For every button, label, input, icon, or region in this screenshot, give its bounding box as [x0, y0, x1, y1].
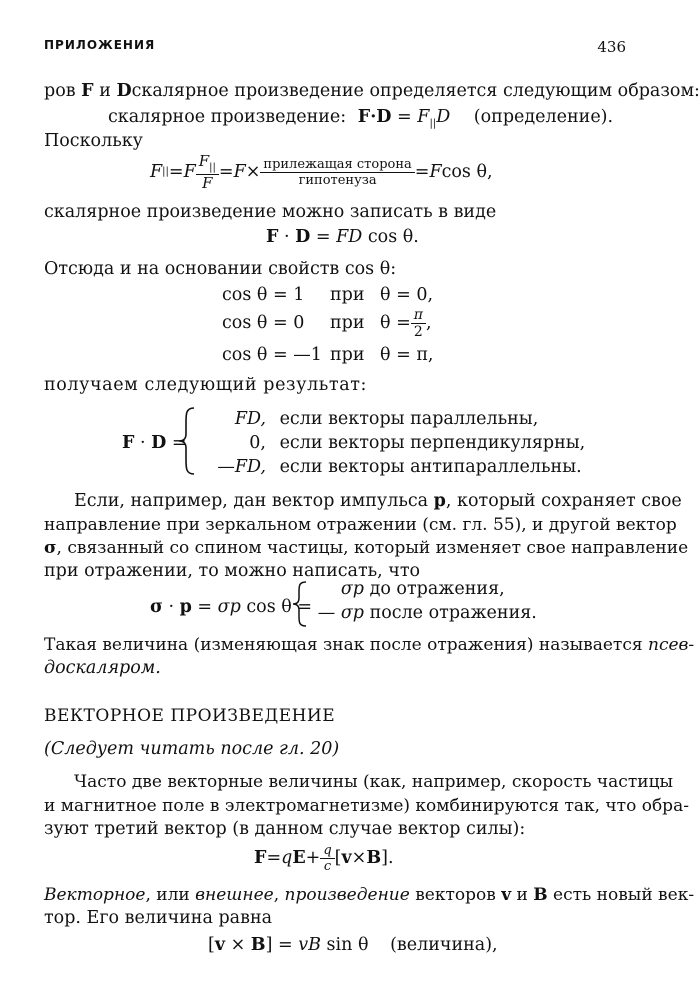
text-fragment: Если, например, дан вектор импульса [74, 491, 429, 511]
symbol-F: F [202, 173, 213, 192]
cos-row [222, 306, 432, 340]
digit: 2 [413, 323, 423, 340]
text-fragment: и [99, 81, 111, 101]
text-line: доскаляром. [44, 658, 161, 678]
vector-D: D [376, 107, 392, 127]
text-fragment: , связанный со спином частицы, который изменяет свое направление [56, 538, 689, 558]
text-line: Часто две векторные величины (как, например, скорость частицы [74, 772, 674, 792]
case-value: —FD, [217, 457, 266, 477]
fraction [196, 151, 219, 192]
vector-sigma: σ [150, 597, 163, 617]
text-fragment: sin θ [320, 935, 369, 955]
symbol-FD: FD [336, 227, 363, 247]
parallel-subscript: || [162, 166, 169, 177]
plus: + [305, 848, 321, 868]
times: × [351, 848, 367, 868]
text-fragment: cos θ, [441, 162, 493, 182]
cross-product-magnitude [208, 934, 498, 956]
vector-v: v [501, 885, 512, 905]
vector-B: B [366, 848, 382, 868]
text-fragment: θ = 0, [380, 285, 434, 305]
text-fragment: есть новый век- [547, 885, 695, 905]
text-fragment: cos θ = [240, 597, 313, 617]
cos-row [222, 284, 433, 306]
running-header [44, 38, 626, 58]
bracket: [ [208, 935, 215, 955]
case-row [312, 578, 505, 600]
text-fragment: при [330, 285, 365, 305]
symbol-F: F [183, 162, 196, 182]
symbol-F: F [150, 162, 163, 182]
text-fragment: (величина), [390, 935, 498, 955]
case-value: FD, [234, 409, 266, 429]
text-line: направление при зеркальном отражении (см. гл. 55), и другой вектор [44, 515, 677, 535]
equation-f-parallel [150, 152, 493, 192]
symbol-sigma-p: σp [217, 597, 241, 617]
equals: = [168, 162, 184, 182]
text-fragment: скалярное произведение определяется следующим образом: [131, 81, 700, 101]
vector-v: v [214, 935, 225, 955]
case-row [198, 456, 582, 478]
case-condition: до отражения, [364, 579, 505, 599]
vector-sigma: σ [44, 538, 57, 558]
case-row [312, 602, 537, 624]
text-fragment: векторов [409, 885, 502, 905]
text-line [44, 884, 694, 906]
vector-F: F [266, 227, 279, 247]
text-fragment: , который сохраняет свое [445, 491, 682, 511]
italic-term: внешнее [195, 885, 274, 905]
text-fragment: , [273, 885, 285, 905]
page-number: 436 [597, 38, 626, 56]
symbol-F: F [417, 107, 430, 127]
text-line [44, 537, 689, 559]
equals: = [218, 162, 234, 182]
header-title: ПРИЛОЖЕНИЯ [44, 38, 156, 52]
vector-B: B [250, 935, 266, 955]
symbol-vB: vB [298, 935, 321, 955]
text-fragment: Такая величина (изменяющая знак после отражения) называется [44, 635, 643, 655]
text-line: и магнитное поле в электромагнетизме) комбинируются так, что обра- [44, 796, 689, 816]
italic-term: Векторное [44, 885, 146, 905]
dot-product-definition [108, 106, 613, 135]
equals: = [266, 848, 282, 868]
text-line: получаем следующий результат: [44, 375, 368, 395]
vector-D: D [295, 227, 311, 247]
text-line: зуют третий вектор (в данном случае вектор силы): [44, 819, 526, 839]
text-line: Отсюда и на основании свойств cos θ: [44, 259, 397, 279]
vector-F: F [122, 433, 135, 453]
vector-p: p [433, 491, 446, 511]
bracket: [ [334, 848, 342, 868]
symbol-D: D [436, 107, 451, 127]
case-value: 0, [249, 433, 266, 453]
fraction [320, 844, 334, 873]
left-brace-icon [176, 406, 198, 476]
bracket: ] [265, 935, 273, 955]
section-note: (Следует читать после гл. 20) [44, 739, 340, 759]
text-fragment: cos θ = 1 [222, 285, 305, 305]
equals: = [414, 162, 430, 182]
symbol-F: F [233, 162, 246, 182]
section-heading: ВЕКТОРНОЕ ПРОИЗВЕДЕНИЕ [44, 706, 336, 726]
lorentz-force-equation [254, 838, 394, 878]
equation-dot-cos [266, 226, 419, 248]
text-fragment: ров [44, 81, 76, 101]
fraction [411, 308, 426, 339]
text-fragment: при [330, 313, 365, 333]
symbol-F: F [198, 151, 210, 170]
text-fragment: , или [145, 885, 196, 905]
text-fragment: θ = π, [380, 345, 434, 365]
case-row [198, 432, 585, 454]
equals: = [191, 597, 218, 617]
vector-F: F [81, 81, 94, 101]
dot-operator: · [162, 597, 180, 617]
text-line: тор. Его величина равна [44, 908, 273, 928]
equals: = [310, 227, 337, 247]
parallel-subscript: || [209, 161, 216, 173]
text-fragment: cos θ. [362, 227, 419, 247]
text-line: скалярное произведение можно записать в виде [44, 202, 497, 222]
times: × [225, 935, 251, 955]
text-line [44, 634, 695, 656]
parallel-subscript: || [429, 118, 437, 129]
times: × [245, 162, 261, 182]
text-line [74, 490, 682, 512]
text-fragment: (определение). [473, 107, 614, 127]
left-brace-icon [290, 580, 310, 628]
text-line [44, 80, 700, 102]
dot-operator: · [134, 433, 152, 453]
case-condition: если векторы перпендикулярны, [279, 433, 586, 453]
case-value: σp [340, 579, 364, 599]
case-condition: после отражения. [364, 603, 537, 623]
denominator-text: гипотенуза [298, 172, 377, 188]
dot-operator: · [278, 227, 296, 247]
text-line: при отражении, то можно написать, что [44, 561, 421, 581]
cos-row [222, 344, 433, 366]
fraction [260, 158, 414, 187]
vector-E: E [292, 848, 306, 868]
italic-term: произведение [284, 885, 410, 905]
symbol-F: F [429, 162, 442, 182]
symbol-c: c [323, 858, 332, 874]
text-fragment: cos θ = 0 [222, 313, 305, 333]
vector-D: D [151, 433, 167, 453]
dot-operator: · [370, 107, 377, 127]
sigma-equation-lhs [150, 596, 312, 618]
text-fragment: cos θ = —1 [222, 345, 322, 365]
text-fragment: θ = [380, 313, 411, 333]
text-fragment: при [330, 345, 365, 365]
numerator-text: прилежащая сторона [260, 158, 414, 173]
equals: = [272, 935, 299, 955]
case-value: — σp [317, 603, 364, 623]
equals: = [166, 433, 187, 453]
symbol-pi: π [411, 308, 426, 324]
vector-F: F [357, 107, 371, 127]
symbol-q: q [320, 844, 334, 859]
vector-v: v [341, 848, 352, 868]
text-fragment: и [511, 885, 534, 905]
symbol-q: q [281, 848, 293, 868]
vector-F: F [254, 848, 267, 868]
text-fragment: скалярное произведение: [108, 107, 347, 127]
equals: = [391, 107, 418, 127]
vector-p: p [179, 597, 192, 617]
case-condition: если векторы антипараллельны. [279, 457, 582, 477]
bracket: ]. [381, 848, 394, 868]
italic-term: псев- [648, 635, 695, 655]
case-row [198, 408, 538, 430]
vector-B: B [533, 885, 548, 905]
text-line: Поскольку [44, 131, 143, 151]
vector-D: D [116, 81, 132, 101]
text-fragment: , [425, 313, 432, 333]
case-condition: если векторы параллельны, [279, 409, 539, 429]
